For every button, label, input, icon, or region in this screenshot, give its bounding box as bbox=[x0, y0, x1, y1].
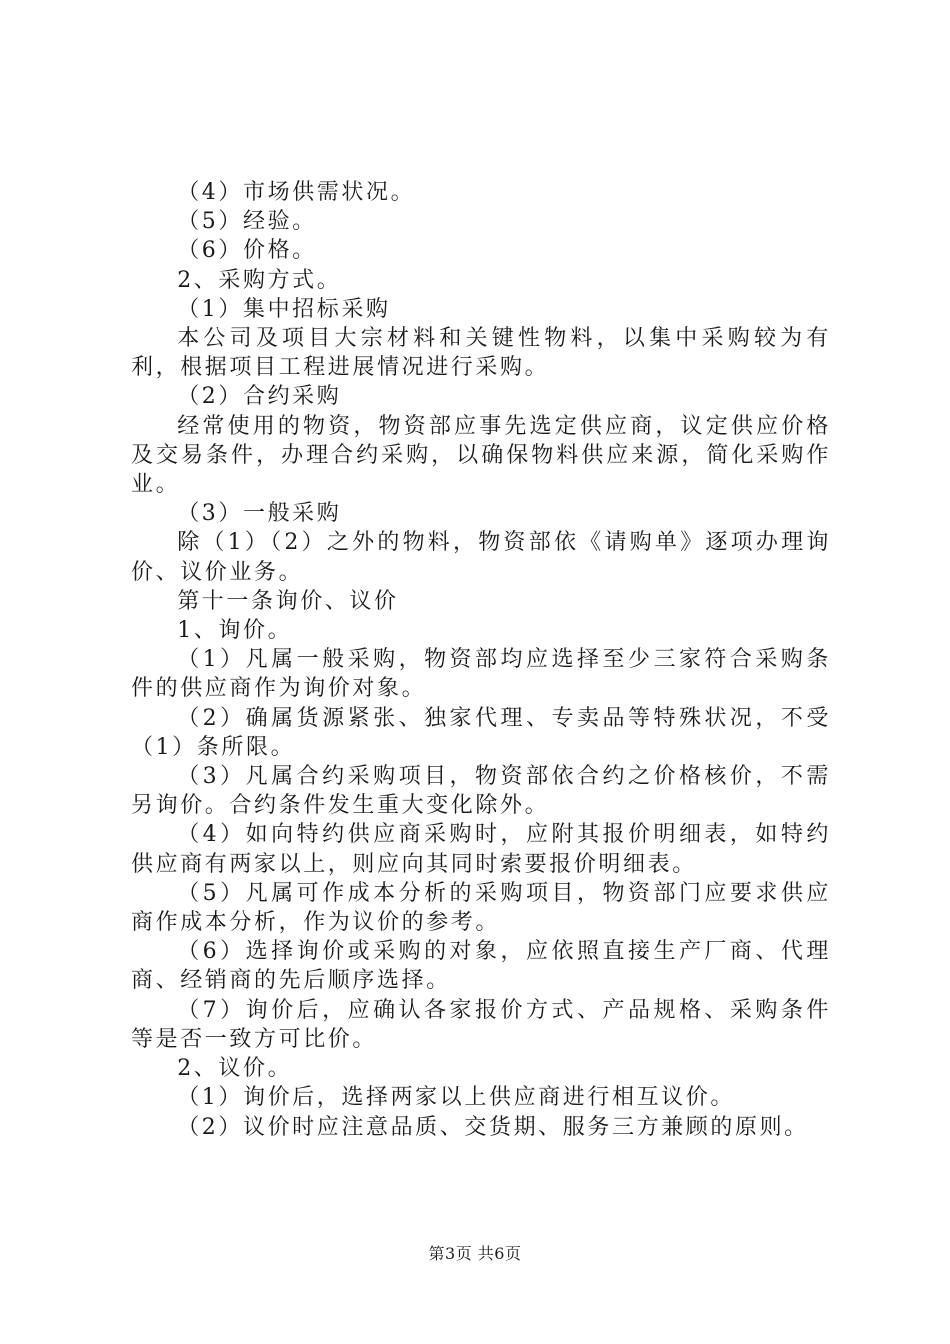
subheading: （2）合约采购 bbox=[177, 384, 342, 410]
subheading: （3）一般采购 bbox=[177, 501, 342, 527]
list-item: （5）凡属可作成本分析的采购项目，物资部门应要求供应商作成本分析，作为议价的参考。 bbox=[131, 880, 831, 936]
subheading: （1）集中招标采购 bbox=[177, 296, 391, 322]
paragraph: （4）市场供需状况。 bbox=[177, 180, 416, 205]
section-heading: 1、询价。 bbox=[177, 618, 293, 644]
list-item: （2）议价时应注意品质、交货期、服务三方兼顾的原则。 bbox=[177, 1114, 809, 1140]
paragraph: 经常使用的物资，物资部应事先选定供应商，议定供应价格及交易条件，办理合约采购，以确保物料供应来源，简化采购作业。 bbox=[131, 413, 831, 498]
list-item: （1）询价后，选择两家以上供应商进行相互议价。 bbox=[177, 1085, 735, 1111]
page-footer: 第3页 共6页 bbox=[428, 1244, 522, 1263]
paragraph: （6）价格。 bbox=[177, 238, 317, 264]
list-item: （6）选择询价或采购的对象，应依照直接生产厂商、代理商、经销商的先后顺序选择。 bbox=[131, 939, 831, 994]
list-item: （1）凡属一般采购，物资部均应选择至少三家符合采购条件的供应商作为询价对象。 bbox=[131, 647, 831, 702]
list-item: （4）如向特约供应商采购时，应附其报价明细表，如特约供应商有两家以上，则应向其同时索要报价明细表。 bbox=[131, 822, 831, 877]
paragraph: （5）经验。 bbox=[177, 209, 317, 235]
list-item: （3）凡属合约采购项目，物资部依合约之价格核价，不需另询价。合约条件发生重大变化除外。 bbox=[131, 764, 831, 819]
section-heading: 2、采购方式。 bbox=[177, 267, 342, 293]
paragraph: 除（1）（2）之外的物料，物资部依《请购单》逐项办理询价、议价业务。 bbox=[131, 530, 831, 585]
section-heading: 2、议价。 bbox=[177, 1056, 293, 1082]
article-heading: 第十一条询价、议价 bbox=[177, 588, 399, 614]
list-item: （2）确属货源紧张、独家代理、专卖品等特殊状况，不受（1）条所限。 bbox=[131, 705, 831, 760]
list-item: （7）询价后，应确认各家报价方式、产品规格、采购条件等是否一致方可比价。 bbox=[131, 997, 831, 1052]
paragraph: 本公司及项目大宗材料和关键性物料，以集中采购较为有利，根据项目工程进展情况进行采购。 bbox=[131, 326, 831, 381]
document-body bbox=[131, 178, 831, 1142]
